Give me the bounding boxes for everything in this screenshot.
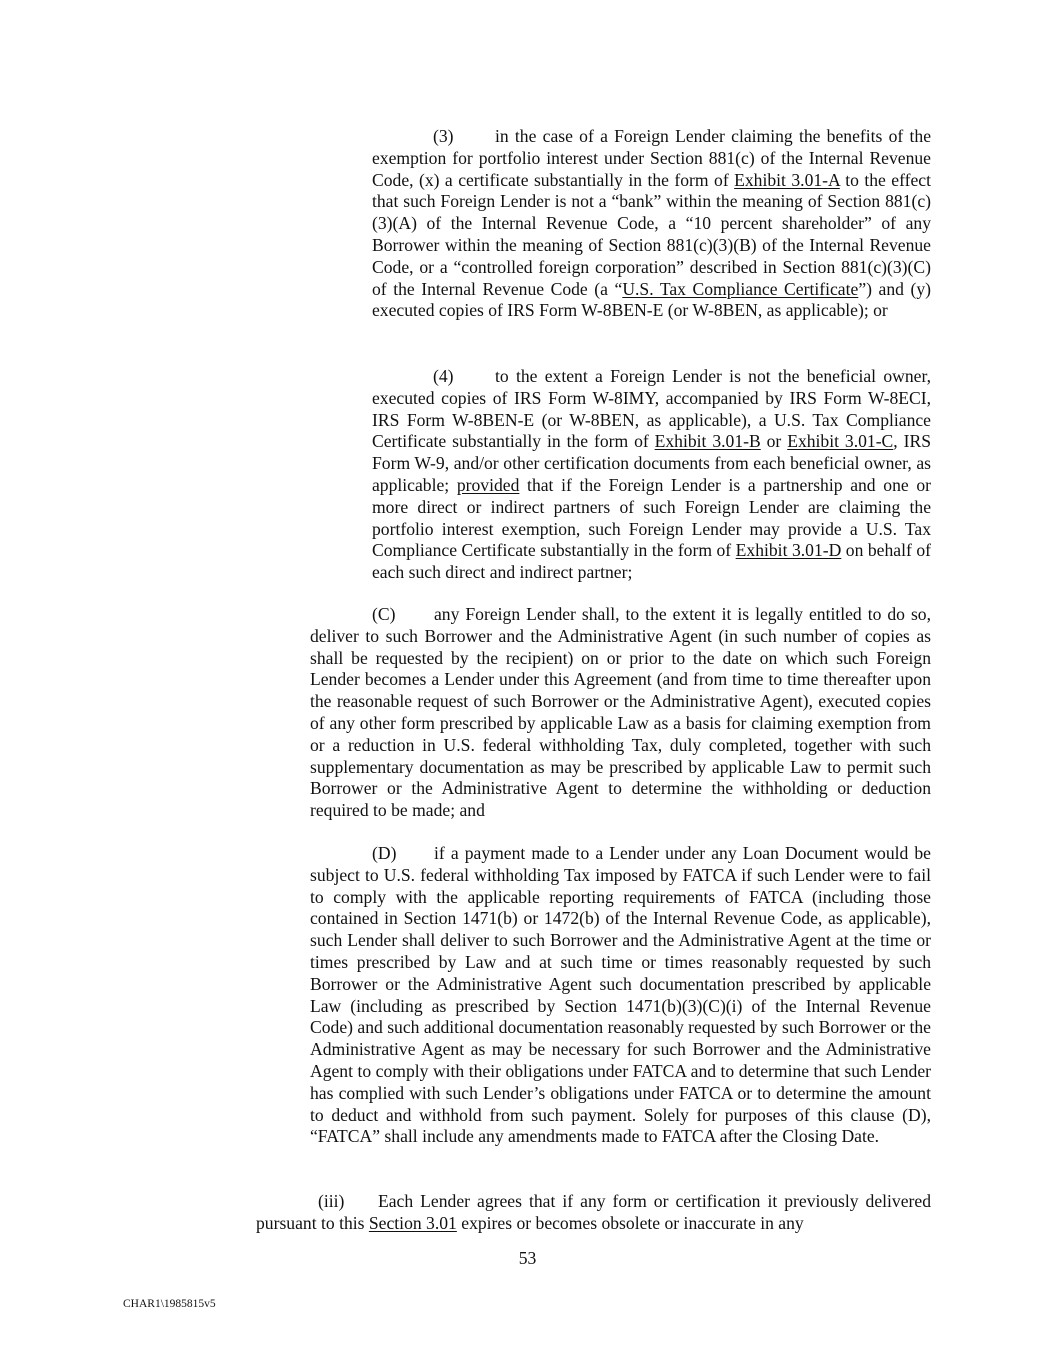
- clause-text: any Foreign Lender shall, to the extent it is legally entitled to do so, deliver to such Borrower and the Administrative Agent (in such number of copies as shall be requested by the recipient) on or prior to the date on which such Foreign Lender becomes a Lender under this Agreement (and from time to time thereafter upon the reasonable request of such Borrower or the Administrative Agent), executed copies of any other form prescribed by applicable Law as a basis for claiming exemption from or a reduction in U.S. federal withholding Tax, duly completed, together with such supplementary documentation as may be prescribed by applicable Law to permit such Borrower or the Administrative Agent to determine the withholding or deduction required to be made; and: [310, 604, 931, 821]
- clause-text: in the case of a Foreign Lender claiming the benefits of the exemption for portfolio interest under Section 881(c) of the Internal Revenue Code, (x) a certificate substantially in the form of: [372, 126, 931, 190]
- clause-label: (C): [372, 604, 396, 624]
- clause-label: (4): [433, 366, 454, 386]
- paragraph-clause-iii: [256, 1191, 931, 1235]
- proviso-term: provided: [456, 474, 520, 495]
- defined-term: U.S. Tax Compliance Certificate: [622, 278, 859, 299]
- paragraph-clause-4: [372, 366, 931, 584]
- clause-text: , IRS Form W-9, and/or other certification documents from each beneficial owner, as applicable;: [372, 431, 931, 495]
- clause-label: (D): [372, 843, 397, 863]
- document-id: CHAR1\1985815v5: [123, 1298, 216, 1310]
- clause-text: to the effect that such Foreign Lender is not a “bank” within the meaning of Section 881(c)(3)(A) of the Internal Revenue Code, a “10 percent shareholder” of any Borrower within the meaning of Section 881(c)(3)(B) of the Internal Revenue Code, or a “controlled foreign corporation” described in Section 881(c)(3)(C) of the Internal Revenue Code (a “: [372, 169, 932, 299]
- section-reference: Section 3.01: [368, 1212, 457, 1233]
- exhibit-reference: Exhibit 3.01-C: [787, 431, 894, 452]
- clause-label: (iii): [318, 1191, 345, 1211]
- page-number: 53: [518, 1248, 537, 1268]
- clause-text: if a payment made to a Lender under any Loan Document would be subject to U.S. federal withholding Tax imposed by FATCA if such Lender were to fail to comply with the applicable reporting requirements of FATCA (including those contained in Section 1471(b) or 1472(b) of the Internal Revenue Code, as applicable), such Lender shall deliver to such Borrower and the Administrative Agent at the time or times prescribed by Law and at such time or times reasonably requested by such Borrower or the Administrative Agent such documentation prescribed by applicable Law (including as prescribed by Section 1471(b)(3)(C)(i) of the Internal Revenue Code) and such additional documentation reasonably requested by such Borrower or the Administrative Agent as may be necessary for such Borrower and the Administrative Agent to comply with their obligations under FATCA and to determine that such Lender has complied with such Lender’s obligations under FATCA or to determine the amount to deduct and withhold from such payment. Solely for purposes of this clause (D), “FATCA” shall include any amendments made to FATCA after the Closing Date.: [310, 843, 931, 1147]
- exhibit-reference: Exhibit 3.01-A: [734, 169, 840, 190]
- clause-text: or: [760, 431, 788, 452]
- clause-text: ”) and (y) executed copies of IRS Form W-8BEN-E (or W-8BEN, as applicable); or: [372, 278, 931, 321]
- clause-text: on behalf of each such direct and indirect partner;: [372, 540, 931, 583]
- exhibit-reference: Exhibit 3.01-B: [654, 431, 761, 452]
- clause-label: (3): [433, 126, 454, 146]
- paragraph-clause-c: [310, 604, 931, 822]
- paragraph-clause-d: [310, 843, 931, 1148]
- clause-text: expires or becomes obsolete or inaccurate in any: [456, 1212, 804, 1233]
- exhibit-reference: Exhibit 3.01-D: [735, 540, 842, 561]
- paragraph-clause-3: [372, 126, 931, 322]
- clause-text: to the extent a Foreign Lender is not the beneficial owner, executed copies of IRS Form W-8IMY, accompanied by IRS Form W-8ECI, IRS Form W-8BEN-E (or W-8BEN, as applicable), a U.S. Tax Compliance Certificate substantially in the form of: [372, 366, 931, 452]
- clause-text: Each Lender agrees that if any form or certification it previously delivered pursuant to this: [256, 1191, 931, 1233]
- clause-text: that if the Foreign Lender is a partnership and one or more direct or indirect partners of such Foreign Lender are claiming the portfolio interest exemption, such Foreign Lender may provide a U.S. Tax Compliance Certificate substantially in the form of: [372, 474, 931, 561]
